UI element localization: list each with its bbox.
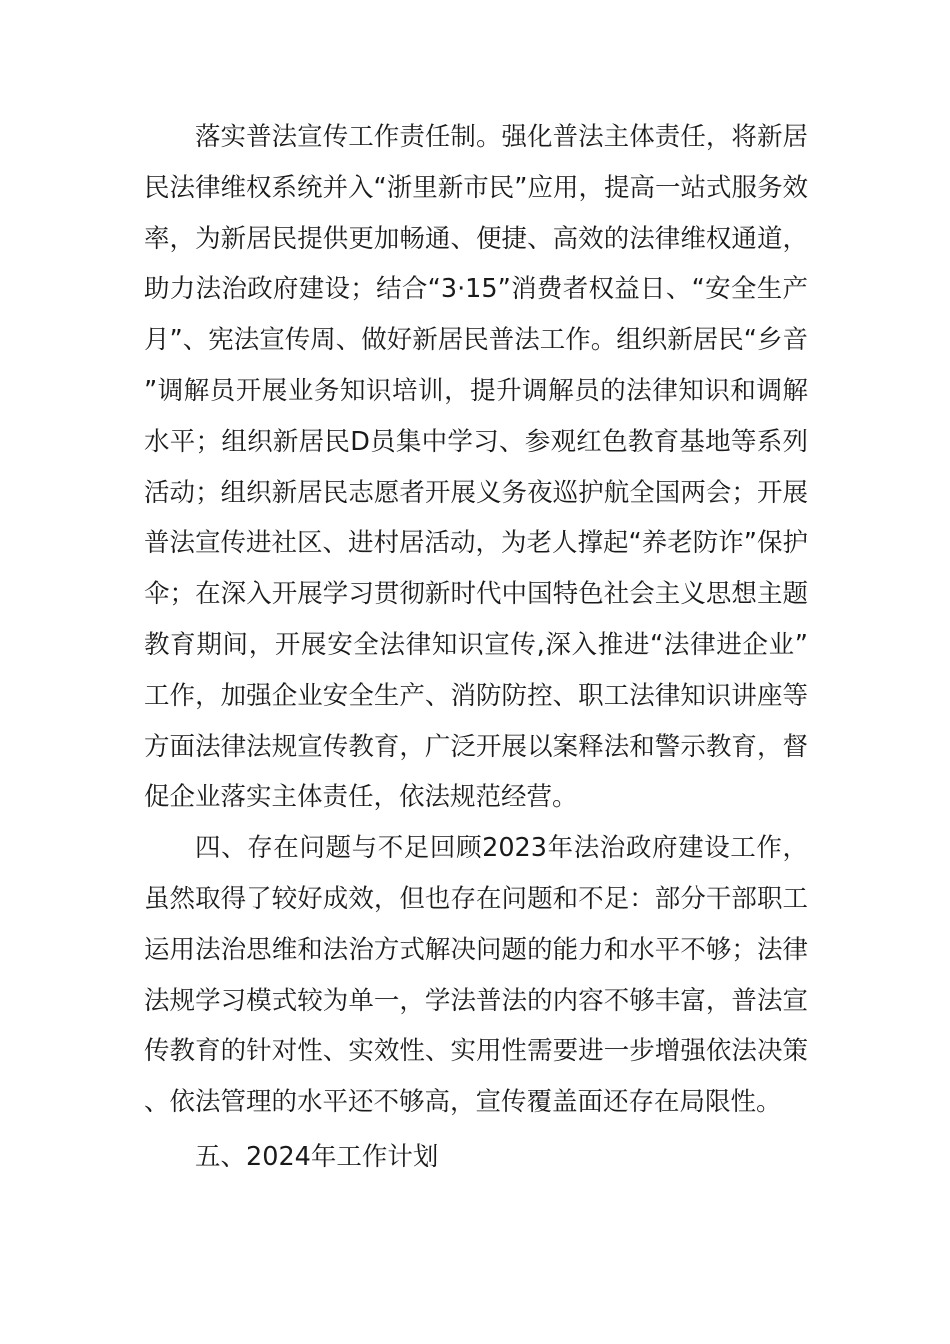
paragraph-problems-and-shortcomings: 四、存在问题与不足回顾2023年法治政府建设工作，虽然取得了较好成效，但也存在问题和不足：部分干部职工运用法治思维和法治方式解决问题的能力和水平不够；法律法规学习模式较为单一，学法普法的内容不够丰富，普法宣传教育的针对性、实效性、实用性需要进一步增强依法决策、依法管理的水平还不够高，宣传覆盖面还存在局限性。 <box>144 833 808 1118</box>
paragraph-publicity-responsibility: 落实普法宣传工作责任制。强化普法主体责任，将新居民法律维权系统并入“浙里新市民”应用，提高一站式服务效率，为新居民提供更加畅通、便捷、高效的法律维权通道，助力法治政府建设；结合“3·15”消费者权益日、“安全生产月”、宪法宣传周、做好新居民普法工作。组织新居民“乡音”调解员开展业务知识培训，提升调解员的法律知识和调解水平；组织新居民D员集中学习、参观红色教育基地等系列活动；组织新居民志愿者开展义务夜巡护航全国两会；开展普法宣传进社区、进村居活动，为老人撑起“养老防诈”保护伞；在深入开展学习贯彻新时代中国特色社会主义思想主题教育期间，开展安全法律知识宣传,深入推进“法律进企业”工作，加强企业安全生产、消防防控、职工法律知识讲座等方面法律法规宣传教育，广泛开展以案释法和警示教育，督促企业落实主体责任，依法规范经营。 <box>144 122 808 813</box>
section-heading-work-plan: 五、2024年工作计划 <box>195 1141 439 1172</box>
document-body <box>144 112 808 1183</box>
